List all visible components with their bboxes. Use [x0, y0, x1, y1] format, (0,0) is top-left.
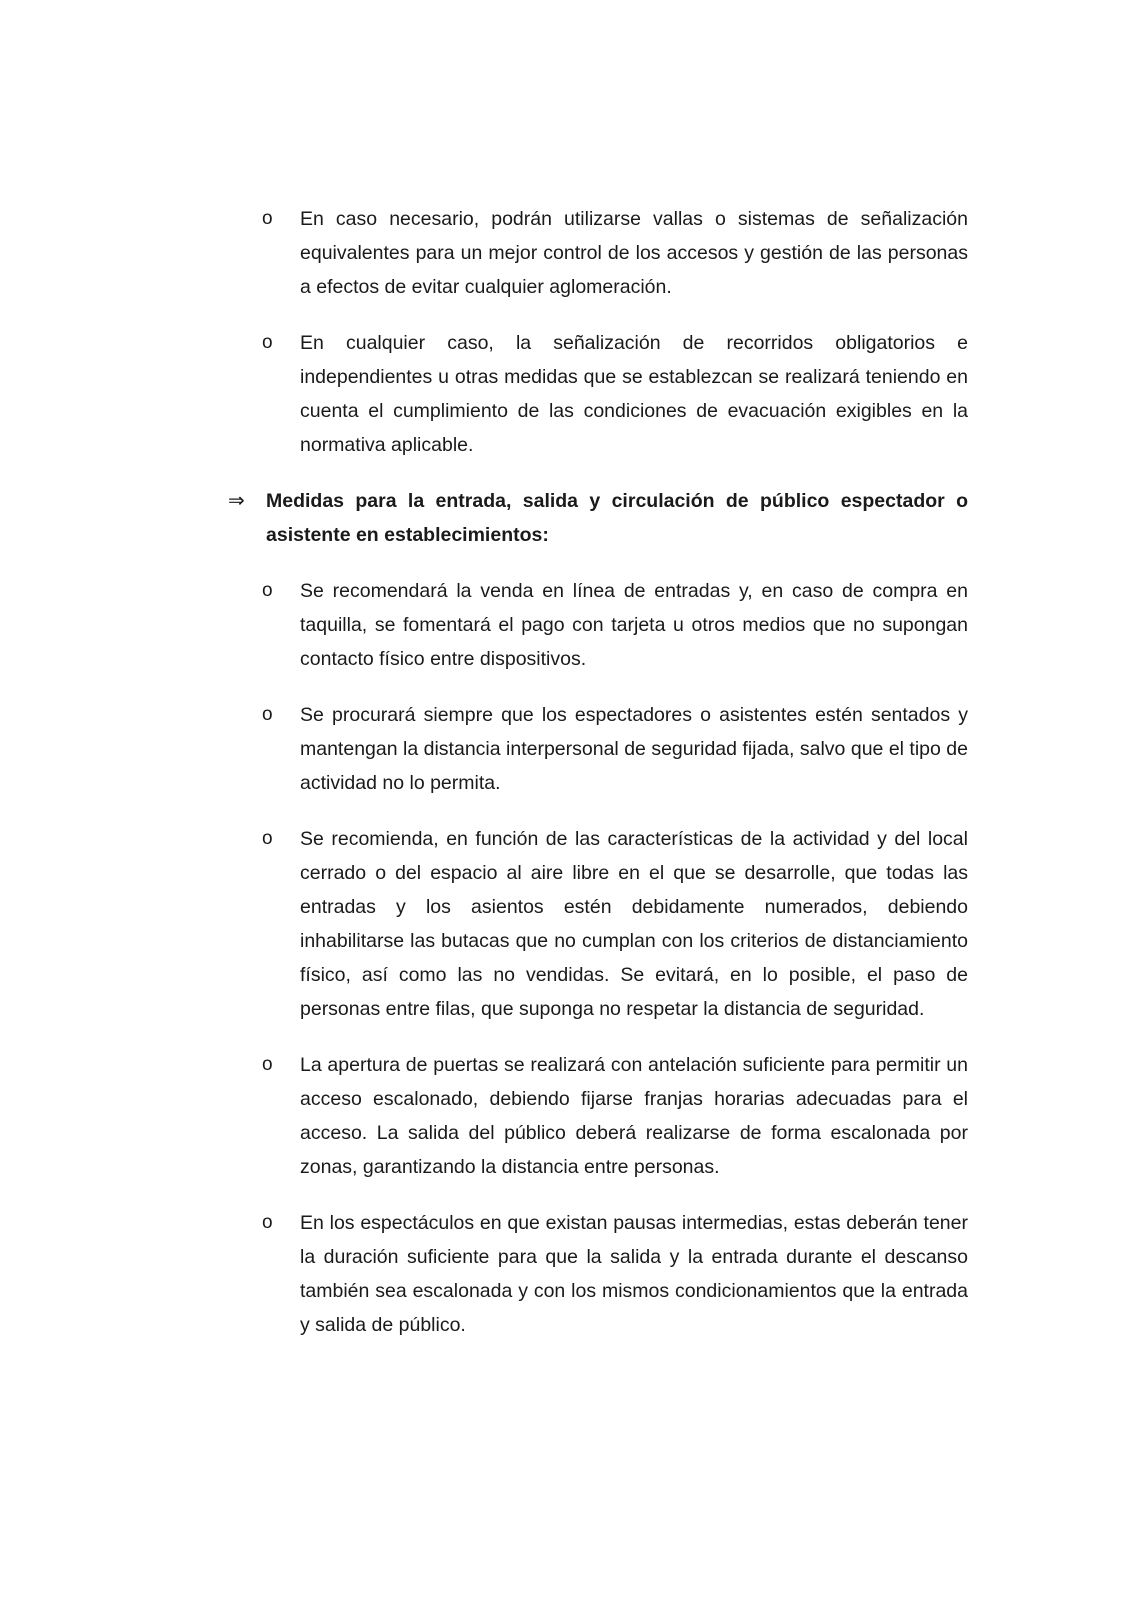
list-item — [228, 326, 968, 462]
section-heading — [228, 484, 968, 552]
list-item-text: La apertura de puertas se realizará con antelación suficiente para permitir un acceso escalonado, debiendo fijarse franjas horarias adecuadas para el acceso. La salida del público deberá realizarse de forma escalonada por zonas, garantizando la distancia entre personas. — [300, 1054, 968, 1178]
circle-bullet-icon: o — [262, 828, 273, 849]
list-item-text: Se procurará siempre que los espectadores o asistentes estén sentados y mantengan la distancia interpersonal de seguridad fijada, salvo que el tipo de actividad no lo permita. — [300, 704, 968, 794]
double-arrow-icon: ⇒ — [228, 490, 245, 512]
list-item — [228, 202, 968, 304]
section-heading-text: Medidas para la entrada, salida y circulación de público espectador o asistente en establecimientos: — [266, 490, 968, 546]
circle-bullet-icon: o — [262, 580, 273, 601]
list-item-text: En los espectáculos en que existan pausas intermedias, estas deberán tener la duración suficiente para que la salida y la entrada durante el descanso también sea escalonada y con los mismos condicionamientos que la entrada y salida de público. — [300, 1212, 968, 1336]
list-item-text: En cualquier caso, la señalización de recorridos obligatorios e independientes u otras medidas que se establezcan se realizará teniendo en cuenta el cumplimiento de las condiciones de evacuación exigibles en la normativa aplicable. — [300, 332, 968, 456]
circle-bullet-icon: o — [262, 332, 273, 353]
document-body — [228, 202, 968, 1364]
list-item-text: Se recomienda, en función de las características de la actividad y del local cerrado o del espacio al aire libre en el que se desarrolle, que todas las entradas y los asientos estén debidamente numerados, debiendo inhabilitarse las butacas que no cumplan con los criterios de distanciamiento físico, así como las no vendidas. Se evitará, en lo posible, el paso de personas entre filas, que suponga no respetar la distancia de seguridad. — [300, 828, 968, 1020]
circle-bullet-icon: o — [262, 704, 273, 725]
list-item — [228, 698, 968, 800]
list-item-text: En caso necesario, podrán utilizarse vallas o sistemas de señalización equivalentes para un mejor control de los accesos y gestión de las personas a efectos de evitar cualquier aglomeración. — [300, 208, 968, 298]
circle-bullet-icon: o — [262, 1054, 273, 1075]
list-item — [228, 1048, 968, 1184]
circle-bullet-icon: o — [262, 208, 273, 229]
list-item — [228, 822, 968, 1026]
list-item — [228, 1206, 968, 1342]
list-item — [228, 574, 968, 676]
list-item-text: Se recomendará la venda en línea de entradas y, en caso de compra en taquilla, se fomentará el pago con tarjeta u otros medios que no supongan contacto físico entre dispositivos. — [300, 580, 968, 670]
circle-bullet-icon: o — [262, 1212, 273, 1233]
